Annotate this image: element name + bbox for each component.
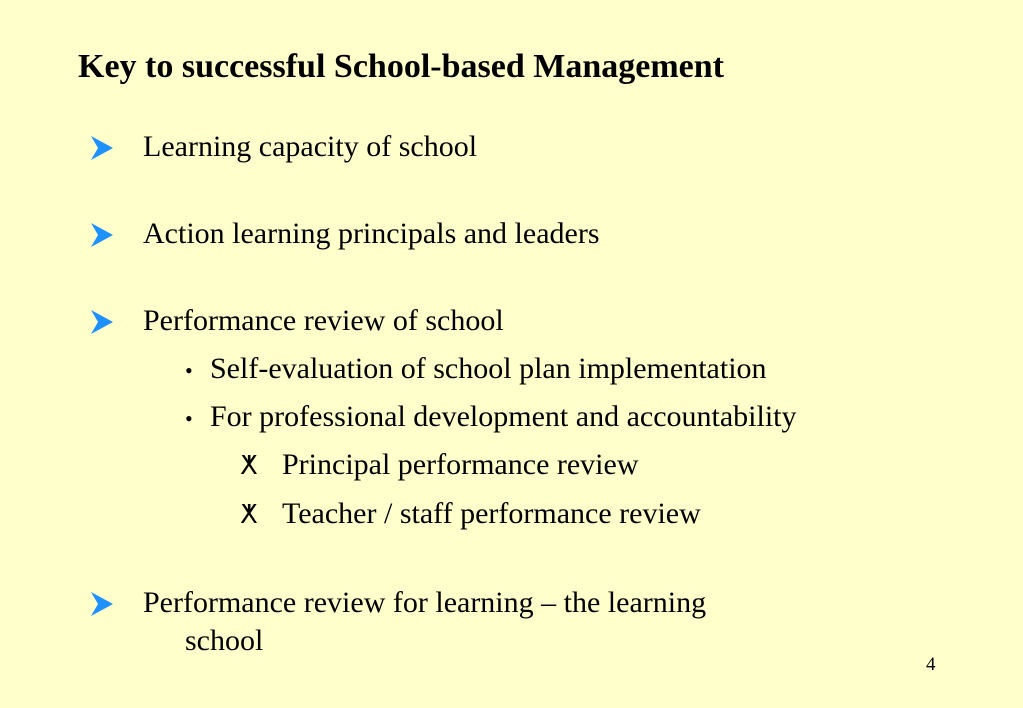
- page-number: 4: [926, 654, 936, 675]
- arrow-bullet-icon: [91, 592, 113, 616]
- arrow-bullet-icon: [91, 136, 113, 160]
- bullet-item-2: Action learning principals and leaders: [143, 217, 600, 250]
- sub-bullet-dot: •: [185, 406, 193, 431]
- sub-item-1: Self-evaluation of school plan implementation: [210, 352, 767, 385]
- bullet-item-4-continued: school: [185, 624, 264, 657]
- subsub-bullet-icon: ⵅ: [240, 451, 258, 481]
- bullet-item-3: Performance review of school: [143, 304, 504, 337]
- slide-title: Key to successful School-based Management: [78, 48, 724, 85]
- subsub-item-1: Principal performance review: [282, 448, 639, 481]
- sub-item-2: For professional development and accountability: [210, 400, 797, 433]
- bullet-item-4: Performance review for learning – the learning: [143, 586, 707, 619]
- arrow-bullet-icon: [91, 310, 113, 334]
- subsub-item-2: Teacher / staff performance review: [282, 497, 701, 530]
- subsub-bullet-icon: ⵅ: [240, 500, 258, 530]
- sub-bullet-dot: •: [185, 358, 193, 383]
- bullet-item-1: Learning capacity of school: [143, 130, 478, 163]
- arrow-bullet-icon: [91, 223, 113, 247]
